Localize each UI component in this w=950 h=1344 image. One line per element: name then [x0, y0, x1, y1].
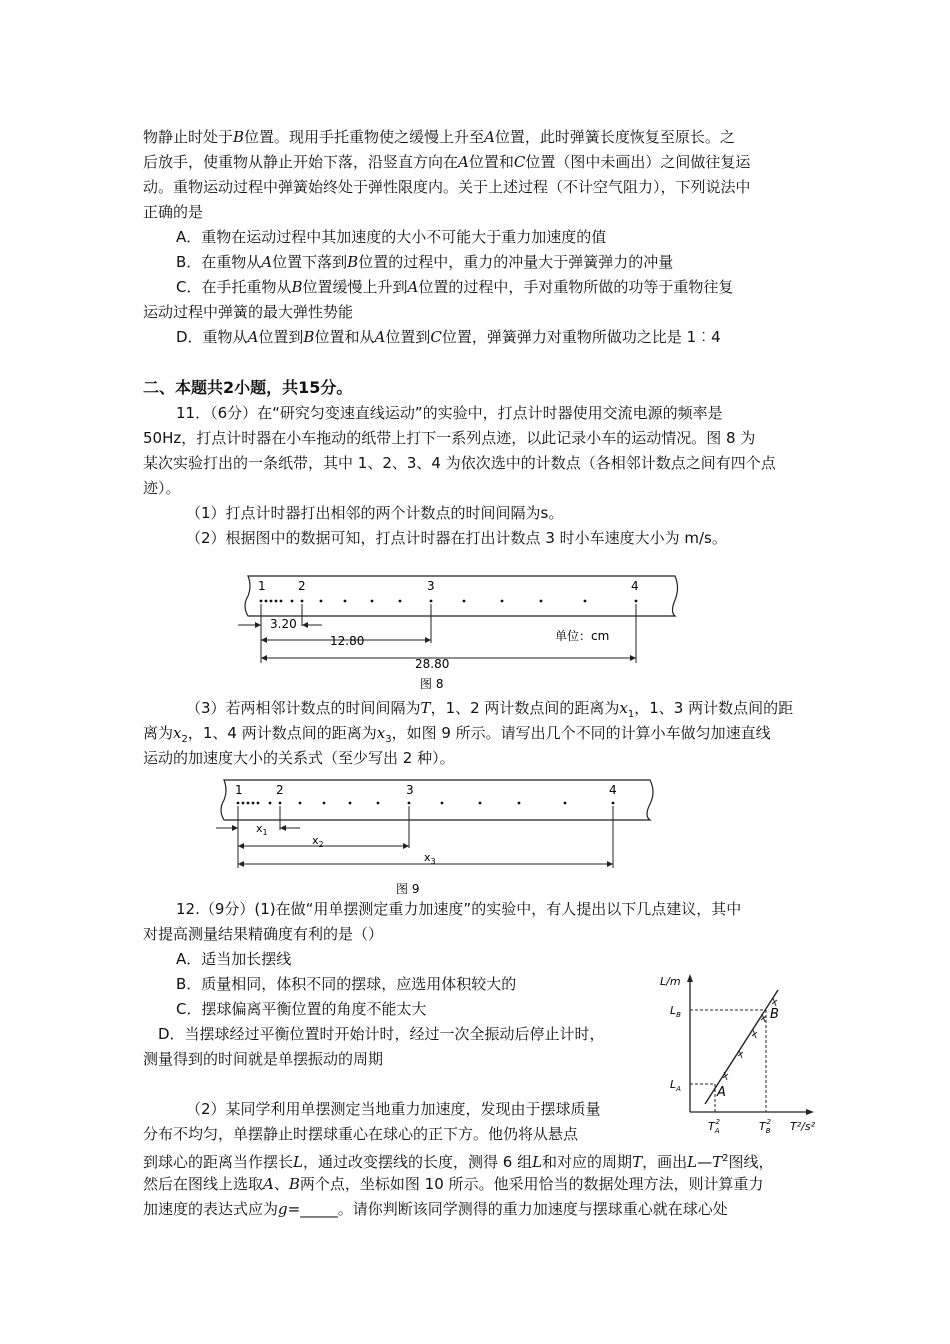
q12-line-1: 12.（9分）(1)在做“用单摆测定重力加速度”的实验中，有人提出以下几点建议，其中: [176, 900, 742, 918]
q12-part-2-line-3: 到球心的距离当作摆长L，通过改变摆线的长度，测得 6 组L和对应的周期T，画出$L—T^2$图线，: [143, 1153, 774, 1171]
q11-part-3-line-2: 离为$x_2$，1、4 两计数点间的距离为$x_3$，如图 9 所示。请写出几个不同的计算小车做匀加速直线: [143, 724, 771, 745]
count-label-2: 2: [276, 783, 284, 797]
q12-option-d: D．当摆球经过平衡位置时开始计时，经过一次全振动后停止计时，: [158, 1025, 605, 1043]
figure-8-caption: 图 8: [420, 677, 444, 691]
q12-part-2-line-1: （2）某同学利用单摆测定当地重力加速度，发现由于摆球质量: [186, 1100, 601, 1118]
count-label-4: 4: [631, 579, 639, 593]
q11-part-1: （1）打点计时器打出相邻的两个计数点的时间间隔为s。: [186, 504, 564, 522]
tb-label: $T_B2$: [759, 1118, 772, 1135]
q10-option-d: D．重物从A位置到B位置和从A位置到C位置，弹簧弹力对重物所做功之比是 1︰4: [176, 328, 721, 346]
count-label-1: 1: [235, 783, 243, 797]
q12-option-b: B．质量相同，体积不同的摆球，应选用体积较大的: [176, 975, 517, 993]
count-label-1: 1: [258, 579, 266, 593]
tape-outline: [245, 576, 678, 616]
q11-part-3-line-1: （3）若两相邻计数点的时间间隔为T，1、2 两计数点间的距离为$x_1$，1、3 两计数点间的距: [186, 699, 794, 720]
q12-part-2-line-5: 加速度的表达式应为g=_____。请你判断该同学测得的重力加速度与摆球重心就在球心处: [143, 1200, 728, 1218]
q10-option-b: B．在重物从A位置下落到B位置的过程中，重力的冲量大于弹簧弹力的冲量: [176, 253, 674, 271]
count-label-2: 2: [298, 579, 306, 593]
distance-28-80: 28.80: [415, 657, 450, 671]
q12-option-a: A．适当加长摆线: [176, 950, 292, 968]
intro-line-2: 后放手，使重物从静止开始下落，沿竖直方向在A位置和C位置（图中未画出）之间做往复运: [143, 153, 751, 171]
count-label-3: 3: [427, 579, 435, 593]
point-a-label: A: [717, 1085, 726, 1100]
figure-10-graph: [660, 968, 835, 1140]
q12-part-2-line-2: 分布不均匀，单摆静止时摆球重心在球心的正下方。他仍将从悬点: [143, 1125, 579, 1143]
intro-line-3: 动。重物运动过程中弹簧始终处于弹性限度内。关于上述过程（不计空气阻力），下列说法中: [143, 178, 751, 196]
lb-label: $L_B$: [670, 1004, 681, 1019]
x2-label: $x_2$: [312, 834, 324, 849]
distance-12-80: 12.80: [330, 634, 365, 648]
q11-part-3-line-3: 运动的加速度大小的关系式（至少写出 2 种）。: [143, 749, 455, 767]
tape-dots: [237, 802, 615, 805]
figure-8-tape: [230, 568, 690, 696]
q10-option-a: A．重物在运动过程中其加速度的大小不可能大于重力加速度的值: [176, 228, 607, 246]
figure-9-tape: [210, 776, 660, 896]
count-label-3: 3: [406, 783, 414, 797]
q12-option-c: C．摆球偏离平衡位置的角度不能太大: [176, 1000, 427, 1018]
q11-line-3: 某次实验打出的一条纸带，其中 1、2、3、4 为依次选中的计数点（各相邻计数点之间有四个点: [143, 454, 776, 472]
q10-option-c-cont: 运动过程中弹簧的最大弹性势能: [143, 303, 354, 321]
figure-9-caption: 图 9: [396, 882, 420, 896]
x1-label: $x_1$: [256, 822, 268, 837]
distance-3-20: 3.20: [270, 617, 297, 631]
tape-dots: [260, 600, 638, 603]
la-label: $L_A$: [670, 1078, 681, 1093]
q12-part-2-line-4: 然后在图线上选取A、B两个点，坐标如图 10 所示。他采用恰当的数据处理方法，则计算重力: [143, 1175, 764, 1193]
section-2-heading: 二、本题共2小题，共15分。: [143, 378, 353, 397]
point-b-label: B: [770, 1007, 779, 1022]
intro-line-1: 物静止时处于B位置。现用手托重物使之缓慢上升至A位置，此时弹簧长度恢复至原长。之: [143, 128, 735, 146]
unit-label: 单位：cm: [555, 629, 610, 643]
q11-line-1: 11．（6分）在“研究匀变速直线运动”的实验中，打点计时器使用交流电源的频率是: [176, 404, 723, 422]
q10-option-c: C．在手托重物从B位置缓慢上升到A位置的过程中，手对重物所做的功等于重物往复: [176, 278, 734, 296]
q11-part-2: （2）根据图中的数据可知，打点计时器在打出计数点 3 时小车速度大小为 m/s。: [186, 529, 727, 547]
q11-line-4: 迹）。: [143, 479, 181, 497]
q12-line-2: 对提高测量结果精确度有利的是（）: [143, 925, 384, 943]
x-axis-label: T²/s²: [790, 1120, 815, 1133]
ta-label: $T_A2$: [708, 1118, 720, 1135]
fit-line: [705, 990, 778, 1104]
q12-option-d-cont: 测量得到的时间就是单摆振动的周期: [143, 1050, 384, 1068]
count-label-4: 4: [609, 783, 617, 797]
tape-outline: [221, 780, 653, 820]
x3-label: $x_3$: [424, 851, 436, 866]
q11-line-2: 50Hz，打点计时器在小车拖动的纸带上打下一系列点迹，以此记录小车的运动情况。图 8 为: [143, 429, 756, 447]
intro-line-4: 正确的是: [143, 203, 204, 221]
y-axis-label: L/m: [660, 975, 681, 988]
